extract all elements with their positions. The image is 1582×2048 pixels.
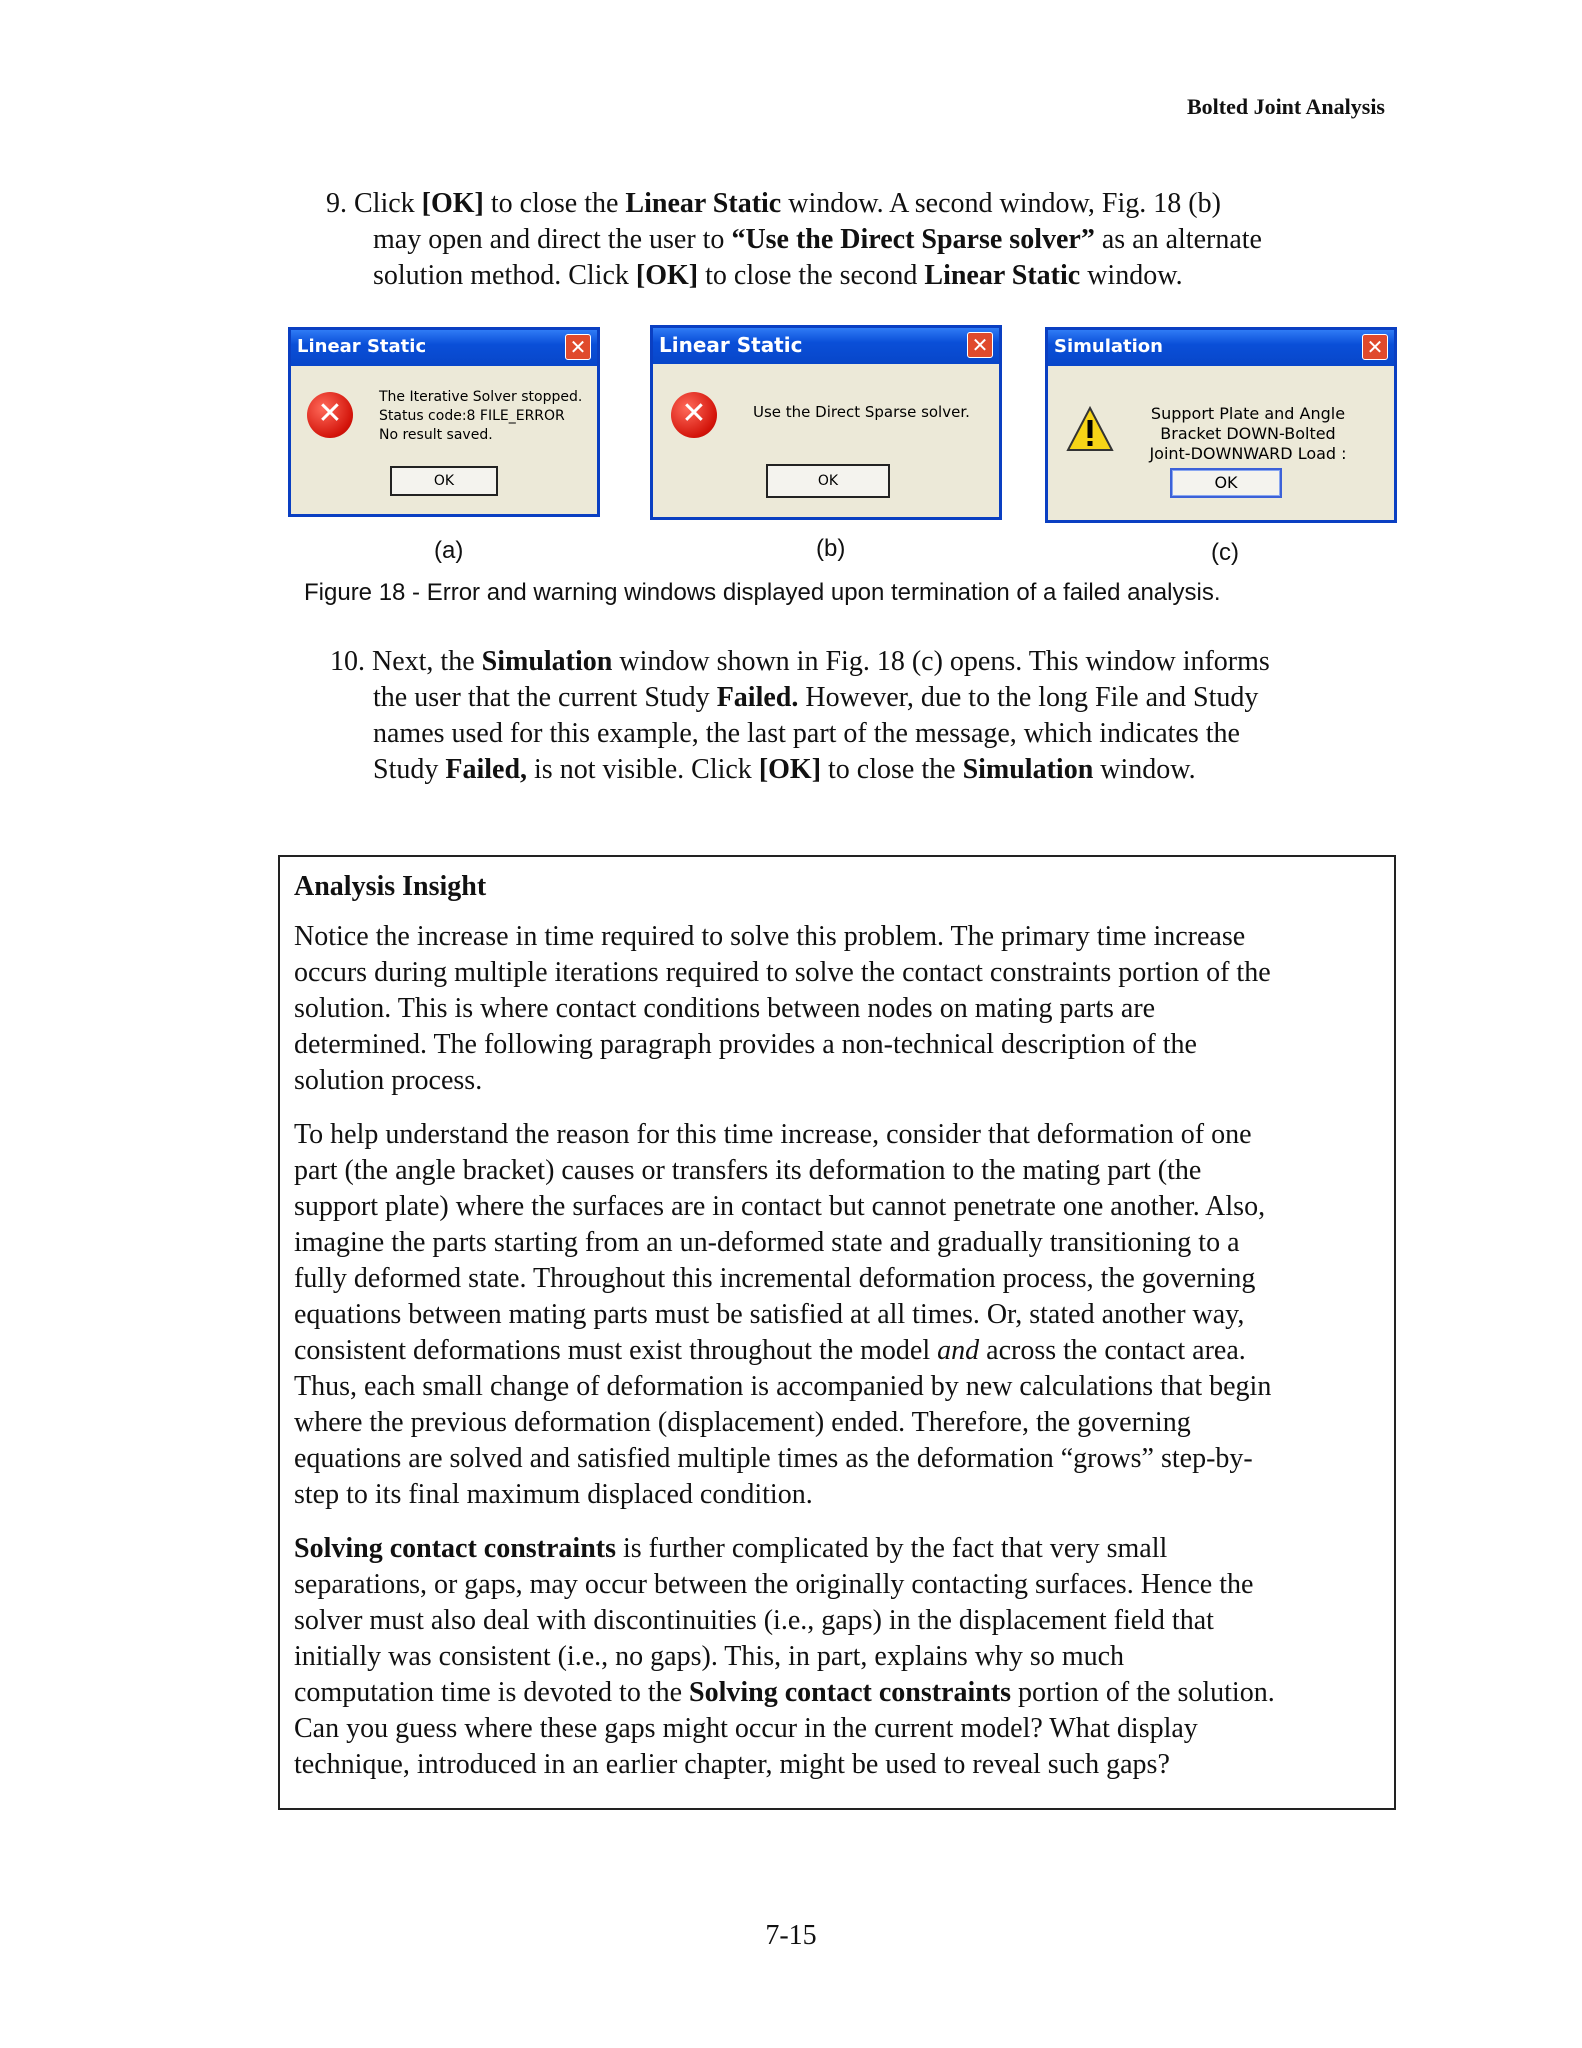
analysis-insight-box [278, 855, 1396, 1810]
text-line: To help understand the reason for this time increase, consider that deformation of one [294, 1119, 1252, 1150]
text: Study [373, 754, 446, 785]
bold-text: Solving contact constraints [294, 1533, 616, 1564]
bold-text: Solving contact constraints [689, 1677, 1012, 1708]
insight-paragraph-1 [294, 919, 1384, 1099]
text: portion of the solution. [1011, 1677, 1275, 1708]
text: to close the [821, 754, 963, 785]
text-line: where the previous deformation (displacement) ended. Therefore, the governing [294, 1407, 1191, 1438]
bold-text: Linear Static [625, 188, 782, 219]
text: across the contact area. [979, 1335, 1246, 1366]
step-number: 10. [330, 646, 365, 677]
step-9 [326, 186, 1406, 294]
text: window. A second window, Fig. 18 (b) [781, 188, 1221, 219]
bold-text: Failed. [716, 682, 799, 713]
insight-text [294, 869, 1384, 1801]
error-icon: ✕ [671, 392, 717, 438]
message-line: Joint-DOWNWARD Load : [1149, 444, 1347, 463]
subfigure-label-b: (b) [816, 535, 846, 562]
text-line: equations between mating parts must be satisfied at all times. Or, stated another way, [294, 1299, 1245, 1330]
text: window shown in Fig. 18 (c) opens. This window informs [612, 646, 1270, 677]
bold-text: Simulation [962, 754, 1094, 785]
text-line: imagine the parts starting from an un-deformed state and gradually transitioning to a [294, 1227, 1240, 1258]
text: window. [1093, 754, 1196, 785]
message-line: Support Plate and Angle [1150, 404, 1346, 423]
text: computation time is devoted to the [294, 1677, 690, 1708]
ok-button[interactable]: OK [1170, 468, 1282, 498]
text: names used for this example, the last part of the message, which indicates the [373, 718, 1240, 749]
dialog-linear-static-b [650, 325, 1002, 520]
dialog-titlebar [1048, 330, 1394, 366]
bold-text: Failed, [445, 754, 528, 785]
bold-text: [OK] [635, 260, 699, 291]
dialog-message: Use the Direct Sparse solver. [753, 403, 970, 421]
text-line: solution. This is where contact conditions between nodes on mating parts are [294, 993, 1156, 1024]
message-line: No result saved. [379, 427, 493, 443]
text-line: determined. The following paragraph provides a non-technical description of the [294, 1029, 1197, 1060]
bold-text: “Use the Direct Sparse solver” [731, 224, 1095, 255]
subfigure-label-c: (c) [1211, 539, 1239, 566]
text-line: Can you guess where these gaps might occur in the current model? What display [294, 1713, 1198, 1744]
bold-text: Linear Static [924, 260, 1081, 291]
ok-button[interactable]: OK [390, 466, 498, 496]
page-number: 7-15 [765, 1920, 817, 1951]
insight-paragraph-3 [294, 1531, 1384, 1783]
text: as an alternate [1094, 224, 1262, 255]
text: solution method. Click [373, 260, 636, 291]
dialog-title: Linear Static [659, 333, 803, 357]
text-line: technique, introduced in an earlier chapter, might be used to reveal such gaps? [294, 1749, 1170, 1780]
text-line: occurs during multiple iterations required to solve the contact constraints portion of the [294, 957, 1271, 988]
text: However, due to the long File and Study [798, 682, 1259, 713]
dialog-titlebar [653, 328, 999, 364]
dialog-message [1128, 404, 1368, 463]
close-icon[interactable]: ✕ [1362, 334, 1388, 360]
text: is not visible. Click [527, 754, 759, 785]
warning-icon [1066, 406, 1114, 452]
text-line: Thus, each small change of deformation is accompanied by new calculations that begin [294, 1371, 1272, 1402]
text: to close the [483, 188, 626, 219]
text-line: fully deformed state. Throughout this incremental deformation process, the governing [294, 1263, 1256, 1294]
ok-button[interactable]: OK [766, 464, 890, 498]
insight-paragraph-2 [294, 1117, 1384, 1513]
close-icon[interactable]: ✕ [565, 334, 591, 360]
bold-text: [OK] [421, 188, 484, 219]
running-header: Bolted Joint Analysis [1186, 94, 1385, 119]
text: Click [354, 188, 422, 219]
text-line: support plate) where the surfaces are in contact but cannot penetrate one another. Also, [294, 1191, 1266, 1222]
text-line: part (the angle bracket) causes or transfers its deformation to the mating part (the [294, 1155, 1202, 1186]
error-icon: ✕ [307, 392, 353, 438]
text: to close the second [698, 260, 925, 291]
message-line: Status code:8 FILE_ERROR [379, 408, 565, 424]
step-number: 9. [326, 188, 347, 219]
bold-text: Simulation [481, 646, 613, 677]
text-line: Notice the increase in time required to solve this problem. The primary time increase [294, 921, 1246, 952]
dialog-title: Linear Static [297, 336, 427, 357]
text: consistent deformations must exist throughout the model [294, 1335, 938, 1366]
dialog-simulation-c [1045, 327, 1397, 523]
italic-text: and [937, 1335, 980, 1366]
text-line: initially was consistent (i.e., no gaps). This, in part, explains why so much [294, 1641, 1125, 1672]
text-line: separations, or gaps, may occur between the originally contacting surfaces. Hence the [294, 1569, 1254, 1600]
message-line: Bracket DOWN-Bolted [1160, 424, 1336, 443]
figure-caption: Figure 18 - Error and warning windows displayed upon termination of a failed analysis. [304, 579, 1221, 606]
dialog-titlebar [291, 330, 597, 366]
text-line: step to its final maximum displaced condition. [294, 1479, 813, 1510]
text: is further complicated by the fact that very small [616, 1533, 1168, 1564]
step-10 [330, 644, 1410, 788]
insight-heading: Analysis Insight [294, 871, 487, 902]
text: the user that the current Study [373, 682, 717, 713]
text-line: equations are solved and satisfied multiple times as the deformation “grows” step-by- [294, 1443, 1253, 1474]
text: may open and direct the user to [373, 224, 732, 255]
dialog-title: Simulation [1054, 336, 1163, 357]
dialog-message [379, 388, 582, 445]
text-line: solver must also deal with discontinuities (i.e., gaps) in the displacement field that [294, 1605, 1214, 1636]
subfigure-label-a: (a) [434, 537, 464, 564]
message-line: The Iterative Solver stopped. [379, 389, 583, 405]
bold-text: [OK] [758, 754, 822, 785]
text-line: solution process. [294, 1065, 483, 1096]
close-icon[interactable]: ✕ [967, 332, 993, 358]
text: Next, the [372, 646, 482, 677]
text: window. [1080, 260, 1183, 291]
dialog-linear-static-a [288, 327, 600, 517]
